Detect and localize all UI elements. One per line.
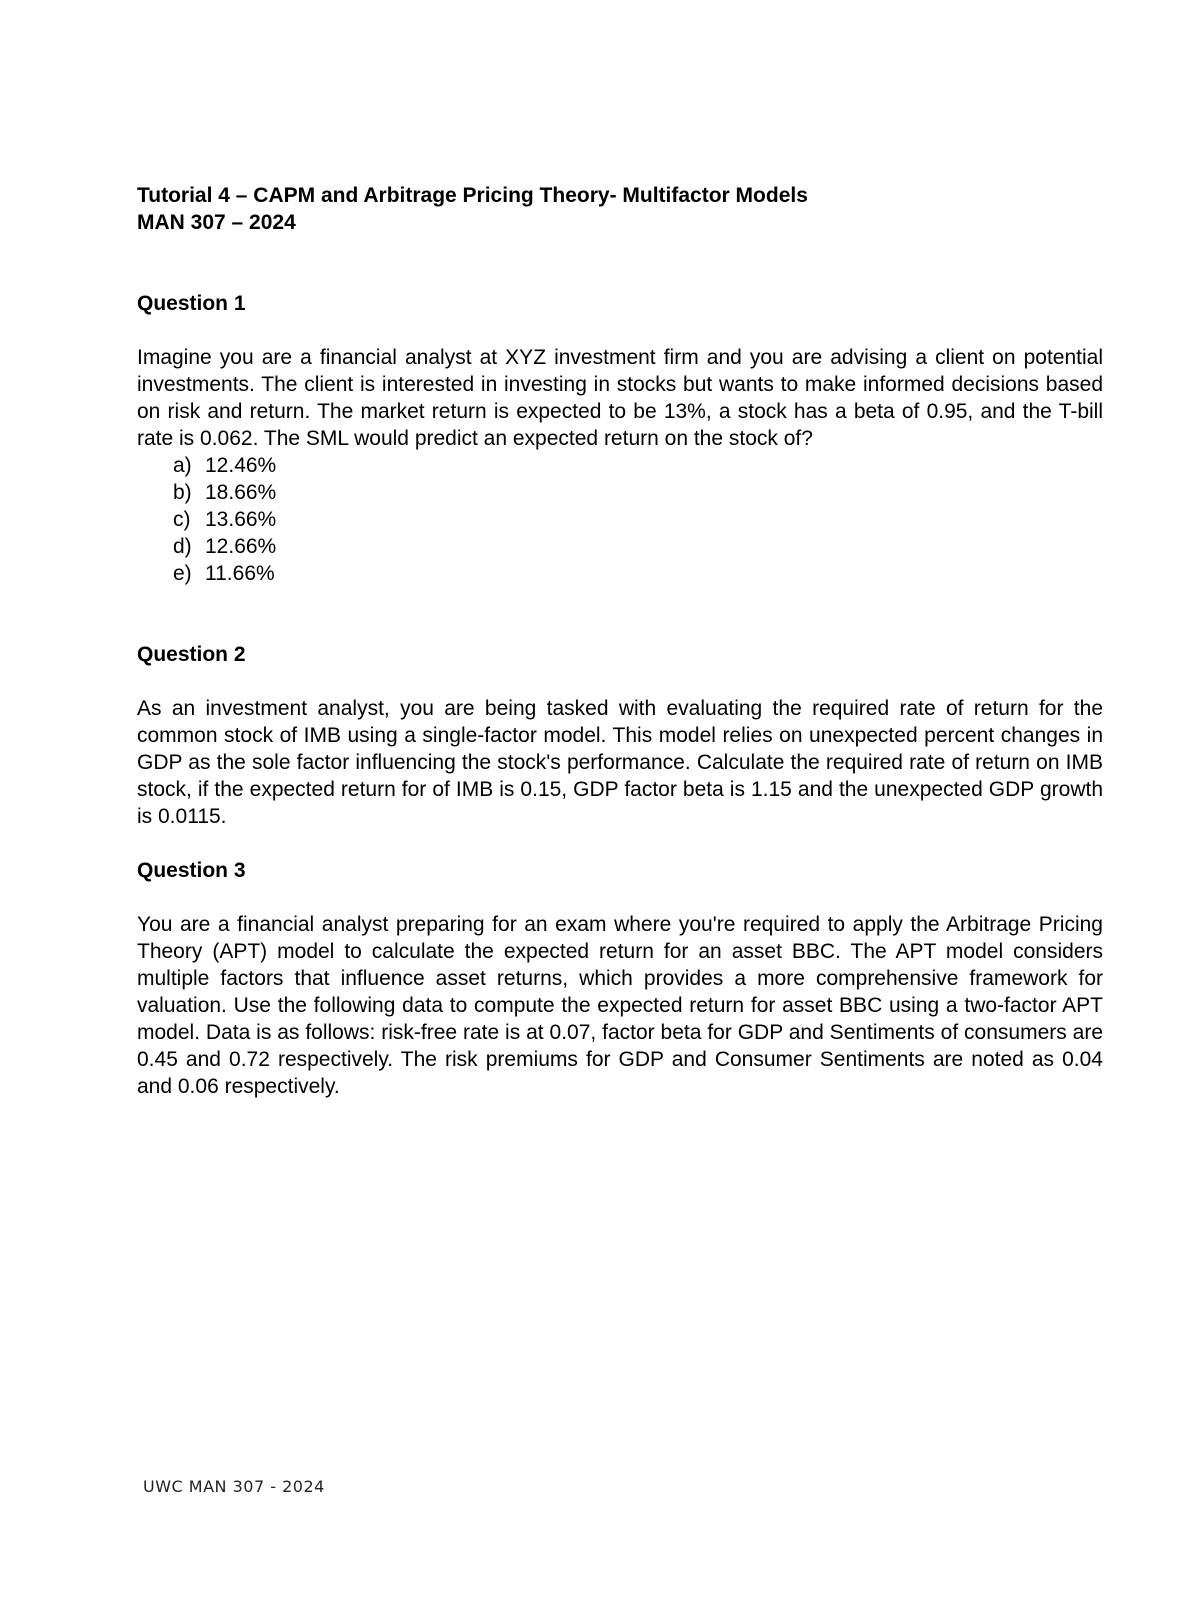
question-1-options [137,452,1103,587]
option-value: 12.46% [205,454,277,477]
option-letter: b) [173,481,192,504]
option-e [173,560,1103,587]
question-1-text: Imagine you are a financial analyst at XYZ investment firm and you are advising a client on potential investments. The client is interested in investing in stocks but wants to make informed decisions based on risk and return. The market return is expected to be 13%, a stock has a beta of 0.95, and the T-bill rate is 0.062. The SML would predict an expected return on the stock of? [137,346,1103,450]
question-2-text: As an investment analyst, you are being tasked with evaluating the required rate of return for the common stock of IMB using a single-factor model. This model relies on unexpected percent changes in GDP as the sole factor influencing the stock's performance. Calculate the required rate of return on IMB stock, if the expected return for of IMB is 0.15, GDP factor beta is 1.15 and the unexpected GDP growth is 0.0115. [137,697,1103,828]
question-2 [137,641,1103,830]
option-value: 18.66% [205,481,277,504]
question-3-heading: Question 3 [137,859,246,882]
option-letter: a) [173,454,192,477]
page-footer: UWC MAN 307 - 2024 [143,1477,325,1496]
question-2-heading: Question 2 [137,643,246,666]
option-value: 13.66% [205,508,277,531]
question-3 [137,857,1103,1100]
question-3-text: You are a financial analyst preparing for an exam where you're required to apply the Arbitrage Pricing Theory (APT) model to calculate the expected return for an asset BBC. The APT model considers multiple factors that influence asset returns, which provides a more comprehensive framework for valuation. Use the following data to compute the expected return for asset BBC using a two-factor APT model. Data is as follows: risk-free rate is at 0.07, factor beta for GDP and Sentiments of consumers are 0.45 and 0.72 respectively. The risk premiums for GDP and Consumer Sentiments are noted as 0.04 and 0.06 respectively. [137,913,1103,1098]
option-letter: c) [173,508,191,531]
document-subtitle: MAN 307 – 2024 [137,211,296,234]
option-value: 12.66% [205,535,277,558]
option-c [173,506,1103,533]
document-title: Tutorial 4 – CAPM and Arbitrage Pricing Theory- Multifactor Models [137,184,808,207]
option-value: 11.66% [205,562,275,585]
option-b [173,479,1103,506]
option-d [173,533,1103,560]
question-1-heading: Question 1 [137,292,246,315]
option-letter: e) [173,562,192,585]
option-letter: d) [173,535,192,558]
question-1 [137,290,1103,587]
document-body [137,182,1103,1100]
option-a [173,452,1103,479]
